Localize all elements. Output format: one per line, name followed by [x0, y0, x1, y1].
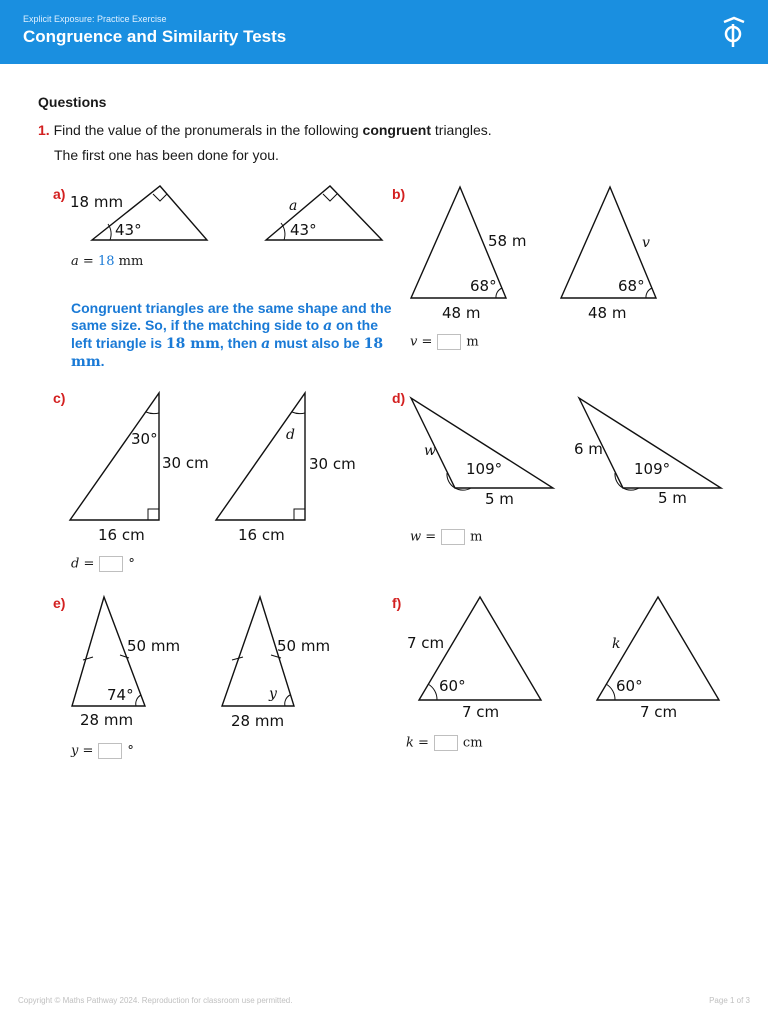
question-text-after: triangles.	[431, 122, 492, 138]
answer-b-var: v	[410, 334, 418, 350]
answer-d-eq: =	[421, 529, 437, 545]
d-left-base-label: 5 m	[485, 490, 514, 508]
explanation-value-1: 18 mm	[165, 336, 220, 352]
b-right-angle-label: 68°	[618, 277, 645, 295]
part-a-label: a)	[53, 186, 66, 202]
b-left-side-label: 58 m	[488, 232, 527, 250]
answer-e-input[interactable]	[98, 743, 122, 759]
part-d-label: d)	[392, 390, 406, 406]
e-left-angle-label: 74°	[107, 686, 134, 704]
explanation-part-5: .	[100, 353, 105, 369]
f-right-angle-label: 60°	[616, 677, 643, 695]
b-right-var-label: v	[642, 235, 650, 251]
c-left-side-label: 30 cm	[162, 454, 209, 472]
question-text-before: Find the value of the pronumerals in the following	[53, 122, 363, 138]
answer-e	[71, 743, 134, 759]
page-title: Congruence and Similarity Tests	[23, 27, 287, 46]
answer-f	[406, 735, 483, 751]
answer-a-value: 18	[97, 254, 115, 269]
answer-a-var: a	[71, 254, 79, 269]
answer-b	[410, 334, 479, 350]
answer-e-var: y	[71, 743, 79, 759]
f-left-angle-label: 60°	[439, 677, 466, 695]
explanation-var-2: a	[261, 336, 271, 352]
answer-f-unit: cm	[462, 735, 483, 751]
a-left-angle-label: 43°	[115, 221, 142, 239]
part-f-label: f)	[392, 595, 402, 611]
explanation-part-1: Congruent triangles are the same shape and the same size. So, if the matching side to	[71, 300, 392, 333]
answer-e-eq: =	[78, 743, 94, 759]
footer-copyright: Copyright © Maths Pathway 2024. Reproduction for classroom use permitted.	[18, 996, 293, 1005]
f-right-var-label: k	[612, 636, 621, 652]
question-text-bold: congruent	[362, 122, 431, 138]
answer-c-eq: =	[79, 556, 95, 572]
b-right-base-label: 48 m	[588, 304, 627, 322]
triangle-a-right	[266, 186, 382, 240]
explanation-part-3: , then	[219, 335, 262, 351]
answer-b-unit: m	[466, 334, 479, 350]
answer-c-input[interactable]	[99, 556, 123, 572]
e-right-base-label: 28 mm	[231, 712, 285, 730]
triangle-c-left	[70, 393, 159, 520]
explanation-text	[71, 300, 401, 371]
questions-heading: Questions	[38, 94, 107, 110]
d-right-base-label: 5 m	[658, 489, 687, 507]
explanation-part-4: must also be	[270, 335, 364, 351]
answer-a	[71, 254, 143, 269]
c-right-base-label: 16 cm	[238, 526, 285, 544]
triangle-c-right	[216, 393, 305, 520]
c-right-var-label: d	[286, 427, 295, 443]
f-left-side-label: 7 cm	[407, 634, 445, 652]
answer-a-unit: mm	[114, 254, 144, 269]
f-right-base-label: 7 cm	[640, 703, 678, 721]
header-kicker: Explicit Exposure: Practice Exercise	[23, 14, 167, 24]
c-left-angle-label: 30°	[131, 430, 158, 448]
c-right-side-label: 30 cm	[309, 455, 356, 473]
part-e-label: e)	[53, 595, 66, 611]
answer-f-var: k	[406, 735, 414, 751]
answer-d-input[interactable]	[441, 529, 465, 545]
answer-c-var: d	[71, 556, 80, 572]
question-line-2: The first one has been done for you.	[54, 147, 279, 163]
answer-d-var: w	[410, 529, 422, 545]
answer-b-input[interactable]	[437, 334, 461, 350]
b-left-base-label: 48 m	[442, 304, 481, 322]
explanation-value-2: 18 mm	[71, 336, 384, 370]
question-number: 1.	[38, 122, 50, 138]
c-left-base-label: 16 cm	[98, 526, 145, 544]
answer-c-unit: °	[128, 556, 135, 572]
f-left-base-label: 7 cm	[462, 703, 500, 721]
answer-d-unit: m	[470, 529, 483, 545]
e-right-var-label: y	[269, 686, 277, 702]
explanation-var-1: a	[323, 318, 333, 334]
part-b-label: b)	[392, 186, 406, 202]
d-right-side-label: 6 m	[574, 440, 603, 458]
e-right-side-label: 50 mm	[277, 637, 331, 655]
part-c-label: c)	[53, 390, 66, 406]
e-left-side-label: 50 mm	[127, 637, 181, 655]
answer-f-eq: =	[413, 735, 429, 751]
a-right-var-label: a	[289, 198, 298, 214]
answer-d	[410, 529, 483, 545]
e-left-base-label: 28 mm	[80, 711, 134, 729]
explanation-part-2: on the left triangle is	[71, 317, 379, 351]
d-right-angle-label: 109°	[634, 460, 671, 478]
b-left-angle-label: 68°	[470, 277, 497, 295]
answer-a-eq: =	[78, 254, 98, 269]
footer-page-number: Page 1 of 3	[709, 996, 750, 1005]
d-left-var-label: w	[424, 443, 436, 459]
answer-e-unit: °	[127, 743, 134, 759]
a-right-angle-label: 43°	[290, 221, 317, 239]
d-left-angle-label: 109°	[466, 460, 503, 478]
a-left-side-label: 18 mm	[70, 193, 124, 211]
answer-c	[71, 556, 135, 572]
answer-b-eq: =	[417, 334, 433, 350]
answer-f-input[interactable]	[434, 735, 458, 751]
